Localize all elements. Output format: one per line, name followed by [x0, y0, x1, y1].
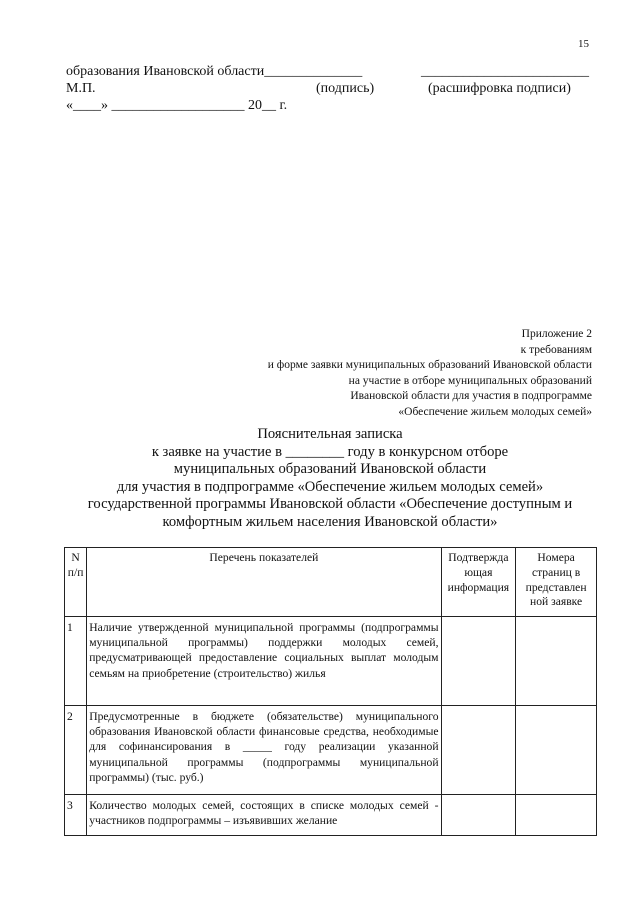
row-number: 2	[65, 706, 87, 795]
header-indicators: Перечень показателей	[87, 548, 441, 617]
row-pages-cell	[516, 795, 597, 836]
signature-blank-line: ________________________	[421, 64, 589, 79]
title-line: для участия в подпрограмме «Обеспечение жильем молодых семей»	[116, 478, 544, 495]
title-line: государственной программы Ивановской области «Обеспечение доступным и	[87, 496, 573, 512]
page-number: 15	[578, 38, 589, 50]
title-line: комфортным жильем населения Ивановской области»	[162, 513, 498, 530]
date-field: «____» ___________________ 20__ г.	[66, 98, 288, 113]
row-indicator-text: Наличие утвержденной муниципальной программы (подпрограммы муниципальной программы) поддержки молодых семей, предусматривающей предоставление социальных выплат молодым семьям на приобретение (строительство) жилья	[87, 617, 441, 706]
table-row	[65, 706, 597, 795]
appendix-line: к требованиям	[520, 343, 592, 356]
table-row	[65, 795, 597, 836]
row-number: 3	[65, 795, 87, 836]
header-page-numbers: Номера страниц в представлен ной заявке	[516, 548, 597, 617]
appendix-header	[268, 327, 592, 420]
appendix-line: на участие в отборе муниципальных образований	[348, 374, 592, 387]
appendix-line: Ивановской области для участия в подпрограмме	[350, 390, 592, 402]
appendix-line: и форме заявки муниципальных образований Ивановской области	[267, 359, 592, 371]
title-line: Пояснительная записка	[257, 426, 403, 442]
stamp-label: М.П.	[66, 81, 96, 96]
row-confirmation-cell	[441, 795, 516, 836]
header-confirmation: Подтвержда ющая информация	[441, 548, 516, 617]
table-row	[65, 617, 597, 706]
title-line: к заявке на участие в ________ году в конкурсном отборе	[151, 443, 509, 460]
header-number: N п/п	[65, 548, 87, 617]
appendix-line: Приложение 2	[521, 328, 592, 340]
signature-line-2	[66, 81, 606, 98]
row-number: 1	[65, 617, 87, 706]
signature-decode-caption: (расшифровка подписи)	[428, 81, 571, 96]
signature-line-3	[66, 98, 606, 115]
row-pages-cell	[516, 617, 597, 706]
row-indicator-text: Количество молодых семей, состоящих в списке молодых семей - участников подпрограммы – изъявивших желание	[87, 795, 441, 836]
title-line: муниципальных образований Ивановской области	[173, 461, 487, 477]
row-indicator-text: Предусмотренные в бюджете (обязательстве) муниципального образования Ивановской области финансовые средства, необходимые для софинансирования в _____ году реализации указанной муниципальной программы (подпрограммы муниципальной программы) (тыс. руб.)	[87, 706, 441, 795]
signature-block	[66, 64, 606, 115]
signature-caption: (подпись)	[316, 81, 375, 96]
table-header-row	[65, 548, 597, 617]
row-confirmation-cell	[441, 706, 516, 795]
signature-line-1	[66, 64, 606, 81]
organization-signature-field: образования Ивановской области______________	[66, 64, 363, 79]
row-pages-cell	[516, 706, 597, 795]
document-title	[40, 426, 620, 531]
indicators-table	[64, 547, 597, 836]
appendix-line: «Обеспечение жильем молодых семей»	[398, 405, 592, 418]
row-confirmation-cell	[441, 617, 516, 706]
